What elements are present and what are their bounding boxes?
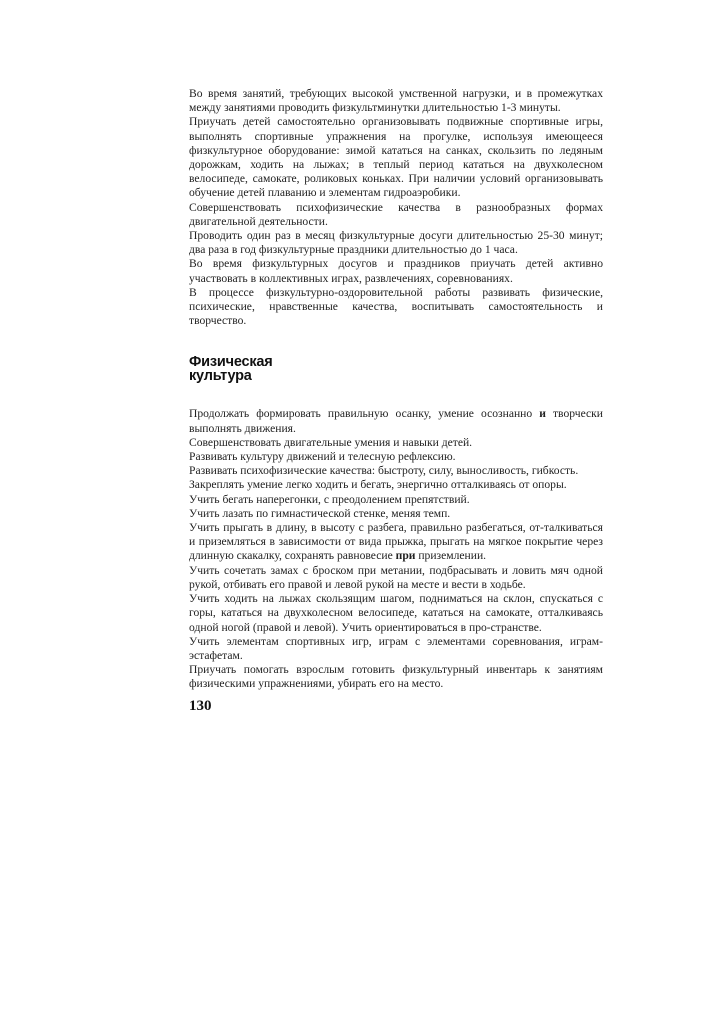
bold-run: и xyxy=(539,407,546,421)
paragraph: Учить элементам спортивных игр, играм с элементами соревнования, играм-эстафетам. xyxy=(189,634,603,662)
paragraph: Учить лазать по гимнастической стенке, меняя темп. xyxy=(189,506,451,520)
text-run: творчески выполнять движения. xyxy=(189,407,603,435)
paragraph: В процессе физкультурно-оздоровительной работы развивать физические, психические, нравственные качества, воспитывать самостоятельность и творчество. xyxy=(189,285,603,328)
paragraph xyxy=(189,407,603,435)
spacer xyxy=(189,383,603,407)
paragraph: Приучать помогать взрослым готовить физкультурный инвентарь к занятиям физическими упражнениями, убирать его на место. xyxy=(189,663,603,691)
paragraph: Закреплять умение легко ходить и бегать, энергично отталкиваясь от опоры. xyxy=(189,478,567,492)
paragraph xyxy=(189,521,603,564)
section-heading-line1: Физическая xyxy=(189,354,273,371)
paragraph: Учить бегать наперегонки, с преодолением препятствий. xyxy=(189,492,470,506)
text-run: Продолжать формировать правильную осанку, умение осознанно xyxy=(189,407,540,421)
paragraph: Приучать детей самостоятельно организовывать подвижные спортивные игры, выполнять спортивные упражнения на прогулке, используя имеющееся физкультурное оборудование: зимой кататься на санках, скользить по ледяным дорожкам, ходить на лыжах; в теплый период кататься на двухколесном велосипеде, самокате, роликовых коньках. При наличии условий организовывать обучение детей плаванию и элементам гидроаэробики. xyxy=(189,115,603,200)
section-heading-line2: культура xyxy=(189,368,252,385)
text-run: приземлении. xyxy=(415,549,487,563)
bold-run: при xyxy=(395,549,416,563)
paragraph: Совершенствовать двигательные умения и навыки детей. xyxy=(189,435,473,449)
paragraph: Во время занятий, требующих высокой умственной нагрузки, и в промежутках между занятиями проводить физкультминутки длительностью 1-3 минуты. xyxy=(189,87,603,115)
paragraph: Во время физкультурных досугов и праздников приучать детей активно участвовать в коллективных играх, развлечениях, соревнованиях. xyxy=(189,257,603,285)
page-number: 130 xyxy=(189,697,212,714)
text-run: Учить прыгать в длину, в высоту с разбега, правильно разбегаться, от-талкиваться и приземляться в зависимости от вида прыжка, прыгать на мягкое покрытие через длинную скакалку, сохранять равновесие xyxy=(189,521,603,563)
document-page xyxy=(189,87,603,715)
paragraph: Учить сочетать замах с броском при метании, подбрасывать и ловить мяч одной рукой, отбивать его правой и левой рукой на месте и вести в ходьбе. xyxy=(189,563,603,591)
paragraph: Развивать психофизические качества: быстроту, силу, выносливость, гибкость. xyxy=(189,464,579,478)
paragraph: Проводить один раз в месяц физкультурные досуги длительностью 25-30 минут; два раза в год физкультурные праздники длительностью до 1 часа. xyxy=(189,229,603,257)
paragraph: Совершенствовать психофизические качества в разнообразных формах двигательной деятельности. xyxy=(189,200,603,228)
section-heading xyxy=(189,355,603,383)
paragraph: Учить ходить на лыжах скользящим шагом, подниматься на склон, спускаться с горы, кататься на двухколесном велосипеде, кататься на самокате, отталкиваясь одной ногой (правой и левой). Учить ориентироваться в про-странстве. xyxy=(189,592,603,634)
paragraph: Развивать культуру движений и телесную рефлексию. xyxy=(189,450,456,464)
